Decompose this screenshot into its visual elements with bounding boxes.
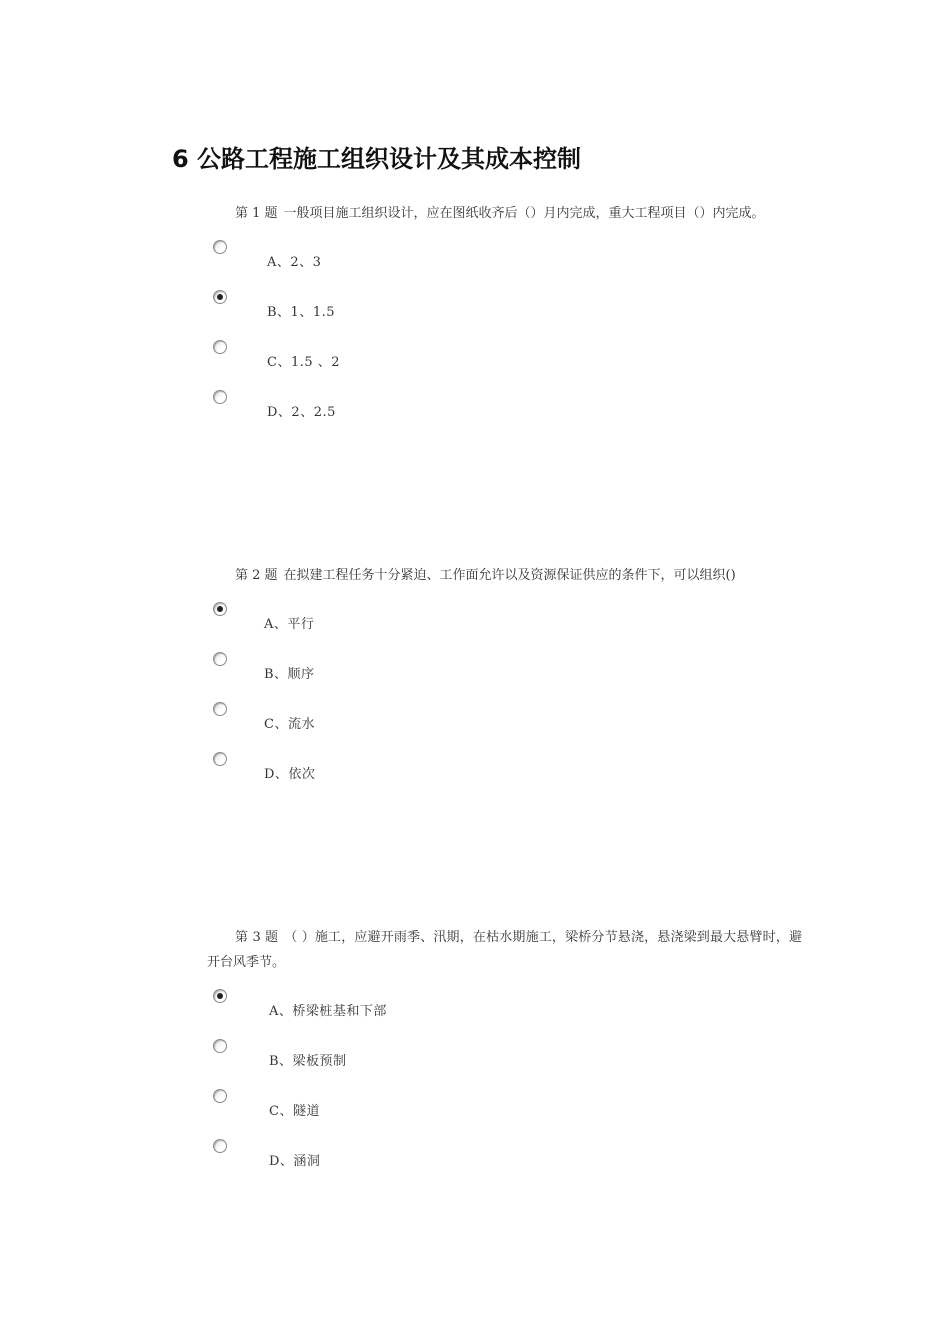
option-label: C、流水 bbox=[264, 717, 315, 732]
option-label: B、顺序 bbox=[264, 667, 315, 682]
radio-button[interactable] bbox=[213, 652, 227, 666]
option-c[interactable] bbox=[207, 702, 802, 752]
option-a[interactable] bbox=[207, 602, 802, 652]
option-a[interactable] bbox=[207, 989, 802, 1039]
radio-button[interactable] bbox=[213, 752, 227, 766]
question-1 bbox=[207, 201, 802, 440]
option-c[interactable] bbox=[207, 340, 802, 390]
option-label: D、依次 bbox=[264, 767, 316, 782]
option-d[interactable] bbox=[207, 752, 802, 802]
option-d[interactable] bbox=[207, 1139, 802, 1189]
radio-button-selected[interactable] bbox=[213, 290, 227, 304]
radio-button[interactable] bbox=[213, 702, 227, 716]
option-label: B、1、1.5 bbox=[267, 305, 335, 320]
option-label: A、2、3 bbox=[267, 255, 322, 270]
radio-button[interactable] bbox=[213, 340, 227, 354]
option-label: B、梁板预制 bbox=[269, 1054, 347, 1069]
question-body: 在拟建工程任务十分紧迫、工作面允许以及资源保证供应的条件下，可以组织() bbox=[283, 568, 736, 583]
answer-options bbox=[207, 602, 802, 802]
radio-button[interactable] bbox=[213, 1089, 227, 1103]
question-text bbox=[207, 563, 802, 588]
question-number: 第 2 题 bbox=[235, 568, 278, 583]
radio-button[interactable] bbox=[213, 390, 227, 404]
question-body: 一般项目施工组织设计，应在图纸收齐后（）月内完成，重大工程项目（）内完成。 bbox=[283, 206, 765, 221]
question-number: 第 1 题 bbox=[235, 206, 278, 221]
radio-button[interactable] bbox=[213, 1139, 227, 1153]
option-label: A、平行 bbox=[264, 617, 315, 632]
option-label: D、涵洞 bbox=[269, 1154, 321, 1169]
question-number: 第 3 题 bbox=[235, 930, 279, 945]
radio-button-selected[interactable] bbox=[213, 989, 227, 1003]
question-2 bbox=[207, 563, 802, 802]
answer-options bbox=[207, 989, 802, 1189]
option-d[interactable] bbox=[207, 390, 802, 440]
option-label: C、1.5 、2 bbox=[267, 355, 341, 370]
option-a[interactable] bbox=[207, 240, 802, 290]
question-3 bbox=[207, 925, 802, 1189]
option-b[interactable] bbox=[207, 290, 802, 340]
option-label: C、隧道 bbox=[269, 1104, 320, 1119]
radio-button[interactable] bbox=[213, 240, 227, 254]
option-c[interactable] bbox=[207, 1089, 802, 1139]
question-text bbox=[207, 925, 802, 975]
radio-button[interactable] bbox=[213, 1039, 227, 1053]
option-label: D、2、2.5 bbox=[267, 405, 336, 420]
question-text bbox=[207, 201, 802, 226]
option-b[interactable] bbox=[207, 652, 802, 702]
page-title: 6 公路工程施工组织设计及其成本控制 bbox=[172, 145, 582, 173]
option-b[interactable] bbox=[207, 1039, 802, 1089]
radio-button-selected[interactable] bbox=[213, 602, 227, 616]
question-body: （ ）施工，应避开雨季、汛期，在枯水期施工，梁桥分节悬浇，悬浇梁到最大悬臂时，避开台风季节。 bbox=[207, 930, 802, 970]
answer-options bbox=[207, 240, 802, 440]
option-label: A、桥梁桩基和下部 bbox=[269, 1004, 387, 1019]
